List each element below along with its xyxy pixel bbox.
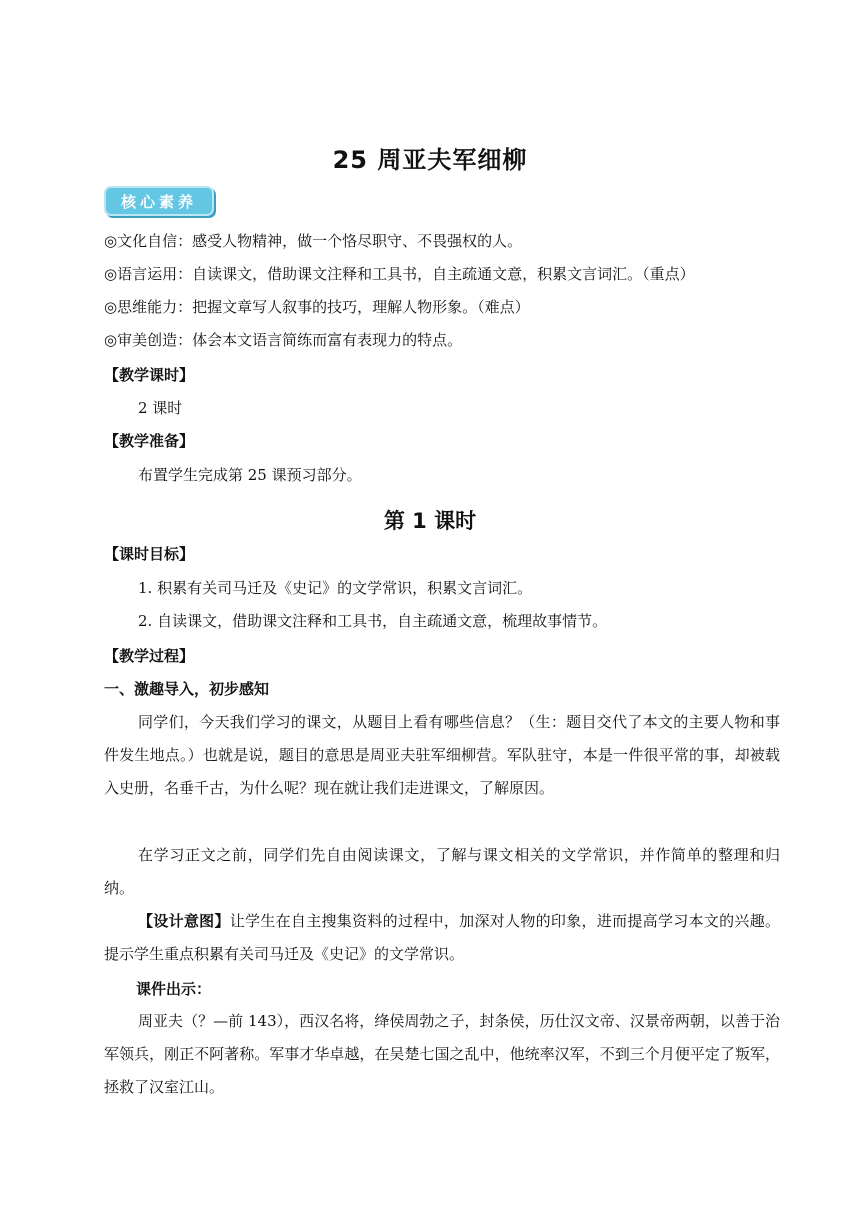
teaching-hours-heading: 【教学课时】: [104, 366, 195, 384]
core-item-language: ◎语言运用：自读课文，借助课文注释和工具书，自主疏通文意，积累文言词汇。（重点）: [104, 265, 695, 283]
core-literacy-badge: 核心素养: [104, 186, 214, 216]
reading-paragraph: 在学习正文之前，同学们先自由阅读课文，了解与课文相关的文学常识，并作简单的整理和归纳。: [104, 846, 780, 897]
lesson-title: 第 1 课时: [383, 509, 477, 533]
lesson-goal-2: 2. 自读课文，借助课文注释和工具书，自主疏通文意，梳理故事情节。: [138, 612, 608, 630]
design-intent-label: 【设计意图】: [138, 912, 230, 930]
section-1-heading: 一、激趣导入，初步感知: [104, 680, 270, 698]
page-title: 25 周亚夫军细柳: [332, 146, 528, 174]
courseware-label: 课件出示：: [136, 980, 212, 998]
teaching-prep-value: 布置学生完成第 25 课预习部分。: [138, 466, 362, 484]
core-item-culture: ◎文化自信：感受人物精神，做一个恪尽职守、不畏强权的人。: [104, 232, 523, 250]
zhou-yafu-paragraph: 周亚夫（？—前 143），西汉名将，绛侯周勃之子，封条侯，历仕汉文帝、汉景帝两朝，以善于治军领兵，刚正不阿著称。军事才华卓越，在吴楚七国之乱中，他统率汉军，不到三个月便平定了叛军，拯救了汉室江山。: [104, 1012, 780, 1096]
design-intent-paragraph: [104, 905, 780, 971]
core-item-aesthetic: ◎审美创造：体会本文语言简练而富有表现力的特点。: [104, 331, 463, 349]
intro-paragraph: 同学们，今天我们学习的课文，从题目上看有哪些信息？（生：题目交代了本文的主要人物和事件发生地点。）也就是说，题目的意思是周亚夫驻军细柳营。军队驻守，本是一件很平常的事，却被载入史册，名垂千古，为什么呢？现在就让我们走进课文，了解原因。: [104, 713, 780, 797]
teaching-prep-heading: 【教学准备】: [104, 432, 195, 450]
lesson-goals-heading: 【课时目标】: [104, 545, 195, 563]
teaching-hours-value: 2 课时: [138, 399, 183, 417]
process-heading: 【教学过程】: [104, 647, 195, 665]
design-intent-text: 让学生在自主搜集资料的过程中，加深对人物的印象，进而提高学习本文的兴趣。提示学生重点积累有关司马迁及《史记》的文学常识。: [104, 912, 780, 963]
lesson-goal-1: 1. 积累有关司马迁及《史记》的文学常识，积累文言词汇。: [138, 579, 533, 597]
core-item-thinking: ◎思维能力：把握文章写人叙事的技巧，理解人物形象。（难点）: [104, 298, 530, 316]
